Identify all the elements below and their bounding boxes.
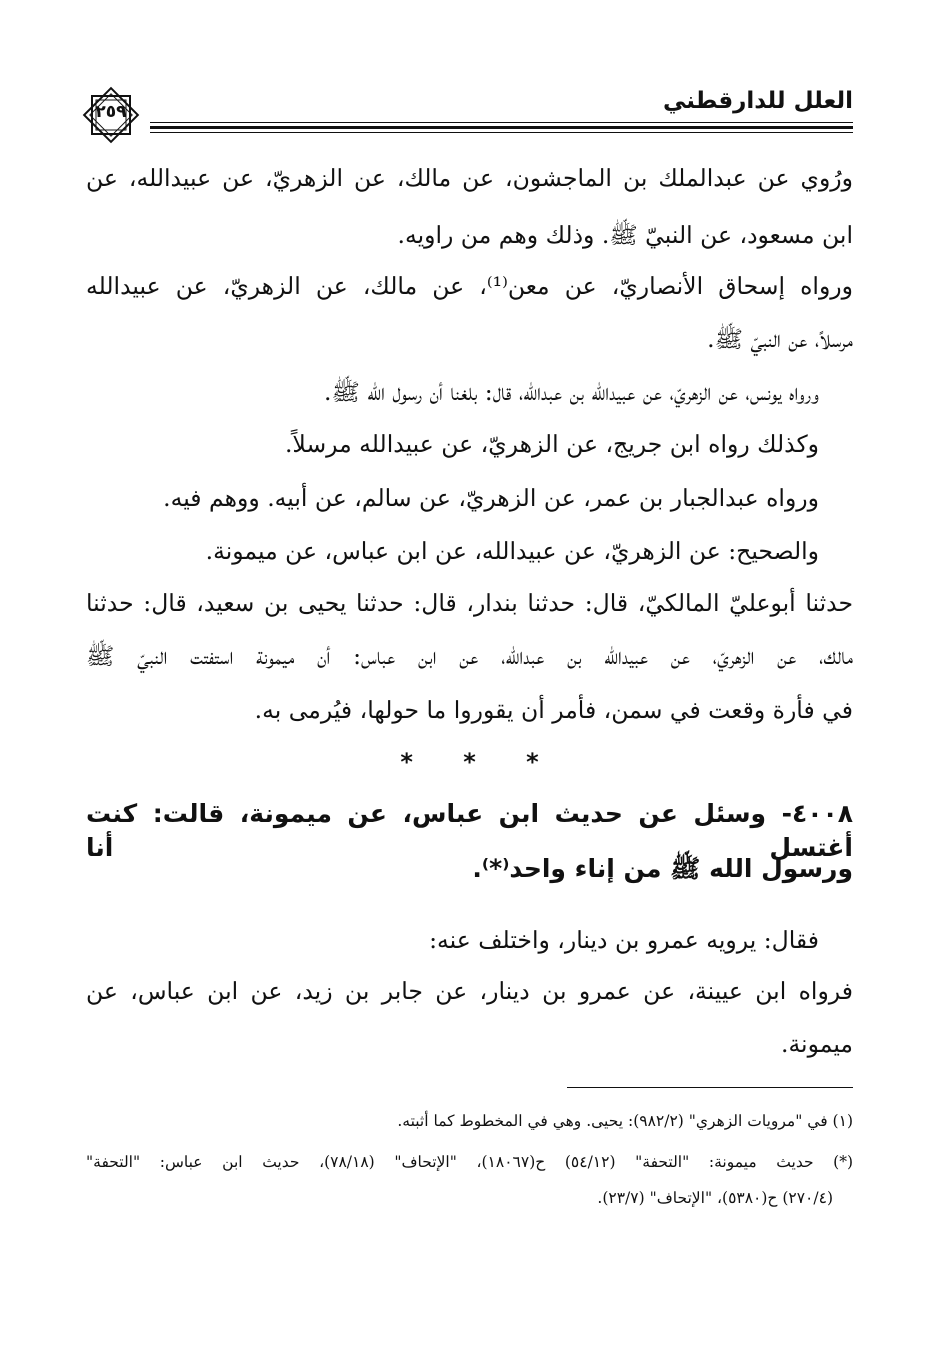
body-line: ابن مسعود، عن النبيّ ﷺ. وذلك وهم من راويه. <box>397 221 853 249</box>
page-number: ٢٥٩ <box>95 102 127 122</box>
question-heading-line: ٤٠٠٨- وسئل عن حديث ابن عباس، عن ميمونة، قالت: كنت أغتسل أنا <box>86 799 853 862</box>
header-rule-top <box>150 122 853 123</box>
answer-line: فرواه ابن عيينة، عن عمرو بن دينار، عن جابر بن زيد، عن ابن عباس، عن <box>86 977 853 1005</box>
page-number-badge <box>78 82 144 148</box>
header-rule-bottom <box>150 132 853 133</box>
body-line: في فأرة وقعت في سمن، فأمر أن يقوروا ما حولها، فيُرمى به. <box>254 696 853 724</box>
question-heading-line: ورسول الله ﷺ من إناء واحد⁽*⁾. <box>472 854 853 883</box>
section-separator: * * * <box>400 748 539 776</box>
footnote: (*) حديث ميمونة: "التحفة" (٥٤/١٢) ح(١٨٠٦٧)، "الإتحاف" (٧٨/١٨)، حديث ابن عباس: "التحفة" <box>86 1153 854 1171</box>
answer-line: فقال: يرويه عمرو بن دينار، واختلف عنه: <box>429 926 819 954</box>
footnote: (١) في "مرويات الزهري" (٩٨٢/٢): يحيى. وهي في المخطوط كما أثبته. <box>397 1112 853 1130</box>
body-line: ورُوي عن عبدالملك بن الماجشون، عن مالك، عن الزهريّ، عن عبيدالله، عن <box>86 164 853 192</box>
body-line: حدثنا أبوعليّ المالكيّ، قال: حدثنا بندار، قال: حدثنا يحيى بن سعيد، قال: حدثنا <box>86 589 853 617</box>
answer-line: ميمونة. <box>780 1030 853 1058</box>
body-line: ورواه يونس، عن الزهريّ، عن عبيدالله بن عبدالله، قال: بلغنا أن رسول الله ﷺ. <box>324 378 819 406</box>
running-title: العلل للدارقطني <box>663 88 853 114</box>
footnote: (٢٧٠/٤) ح(٥٣٨٠)، "الإتحاف" (٢٣/٧). <box>597 1189 833 1207</box>
body-line: مالك، عن الزهريّ، عن عبيدالله بن عبدالله، عن ابن عباس: أن ميمونة استفتت النبيّ ﷺ <box>86 642 853 670</box>
body-line: وكذلك رواه ابن جريج، عن الزهريّ، عن عبيدالله مرسلاً. <box>284 430 819 458</box>
header-rule-thick <box>150 126 853 129</box>
body-line: والصحيح: عن الزهريّ، عن عبيدالله، عن ابن عباس، عن ميمونة. <box>205 537 819 565</box>
body-line: ورواه إسحاق الأنصاريّ، عن معن⁽¹⁾، عن مالك، عن الزهريّ، عن عبيدالله <box>86 272 853 300</box>
body-line: مرسلاً، عن النبيّ ﷺ. <box>707 325 853 353</box>
body-line: ورواه عبدالجبار بن عمر، عن الزهريّ، عن سالم، عن أبيه. ووهم فيه. <box>163 484 819 512</box>
footnote-divider <box>567 1087 853 1088</box>
